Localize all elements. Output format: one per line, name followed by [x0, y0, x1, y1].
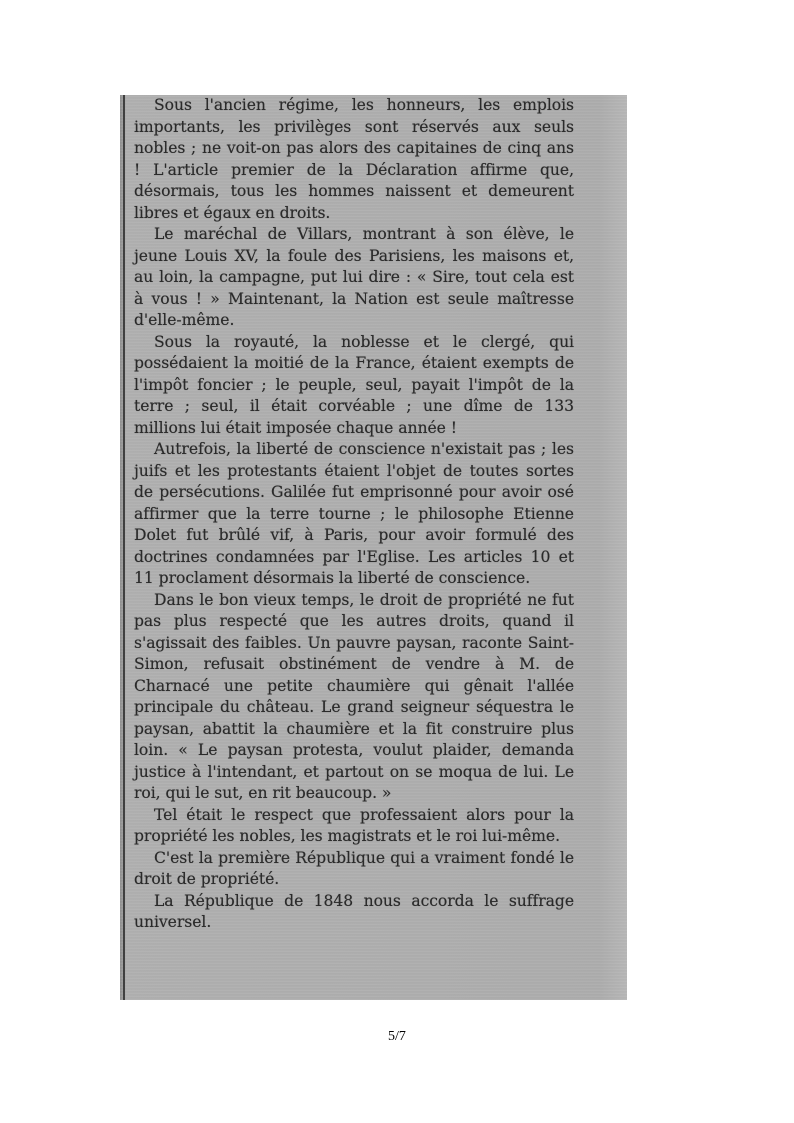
paragraph-5: Dans le bon vieux temps, le droit de propriété ne fut pas plus respecté que les autres droits, quand il s'agissait des faibles. Un pauvre paysan, raconte Saint-Simon, refusait obstinément de vendre à M. de Charnacé une petite chaumière qui gênait l'allée principale du château. Le grand seigneur séquestra le paysan, abattit la chaumière et la fit construire plus loin. « Le paysan protesta, voulut plaider, demanda justice à l'intendant, et partout on se moqua de lui. Le roi, qui le sut, en rit beaucoup. »	[134, 590, 574, 802]
fold-line	[123, 95, 125, 1000]
paragraph-2: Le maréchal de Villars, montrant à son élève, le jeune Louis XV, la foule des Parisiens, les maisons et, au loin, la campagne, put lui dire : « Sire, tout cela est à vous ! » Maintenant, la Nation est seule maîtresse d'elle-même.	[134, 225, 574, 329]
paragraph-8: La République de 1848 nous accorda le suffrage universel.	[134, 891, 574, 931]
paragraph-6: Tel était le respect que professaient alors pour la propriété les nobles, les magistrats et le roi lui-même.	[134, 805, 574, 845]
article-text	[134, 95, 574, 934]
paragraph-1: Sous l'ancien régime, les honneurs, les emplois importants, les privilèges sont réservés aux seuls nobles ; ne voit-on pas alors des capitaines de cinq ans ! L'article premier de la Déclaration affirme que, désormais, tous les hommes naissent et demeurent libres et égaux en droits.	[134, 96, 574, 222]
paragraph-4: Autrefois, la liberté de conscience n'existait pas ; les juifs et les protestants étaient l'objet de toutes sortes de persécutions. Galilée fut emprisonné pour avoir osé affirmer que la terre tourne ; le philosophe Etienne Dolet fut brûlé vif, à Paris, pour avoir formulé des doctrines condamnées par l'Eglise. Les articles 10 et 11 proclament désormais la liberté de conscience.	[134, 440, 574, 587]
newspaper-clipping	[120, 95, 627, 1000]
paragraph-7: C'est la première République qui a vraiment fondé le droit de propriété.	[134, 848, 574, 888]
paragraph-3: Sous la royauté, la noblesse et le clergé, qui possédaient la moitié de la France, étaient exempts de l'impôt foncier ; le peuple, seul, payait l'impôt de la terre ; seul, il était corvéable ; une dîme de 133 millions lui était imposée chaque année !	[134, 332, 574, 437]
page-number: 5/7	[388, 1029, 406, 1044]
